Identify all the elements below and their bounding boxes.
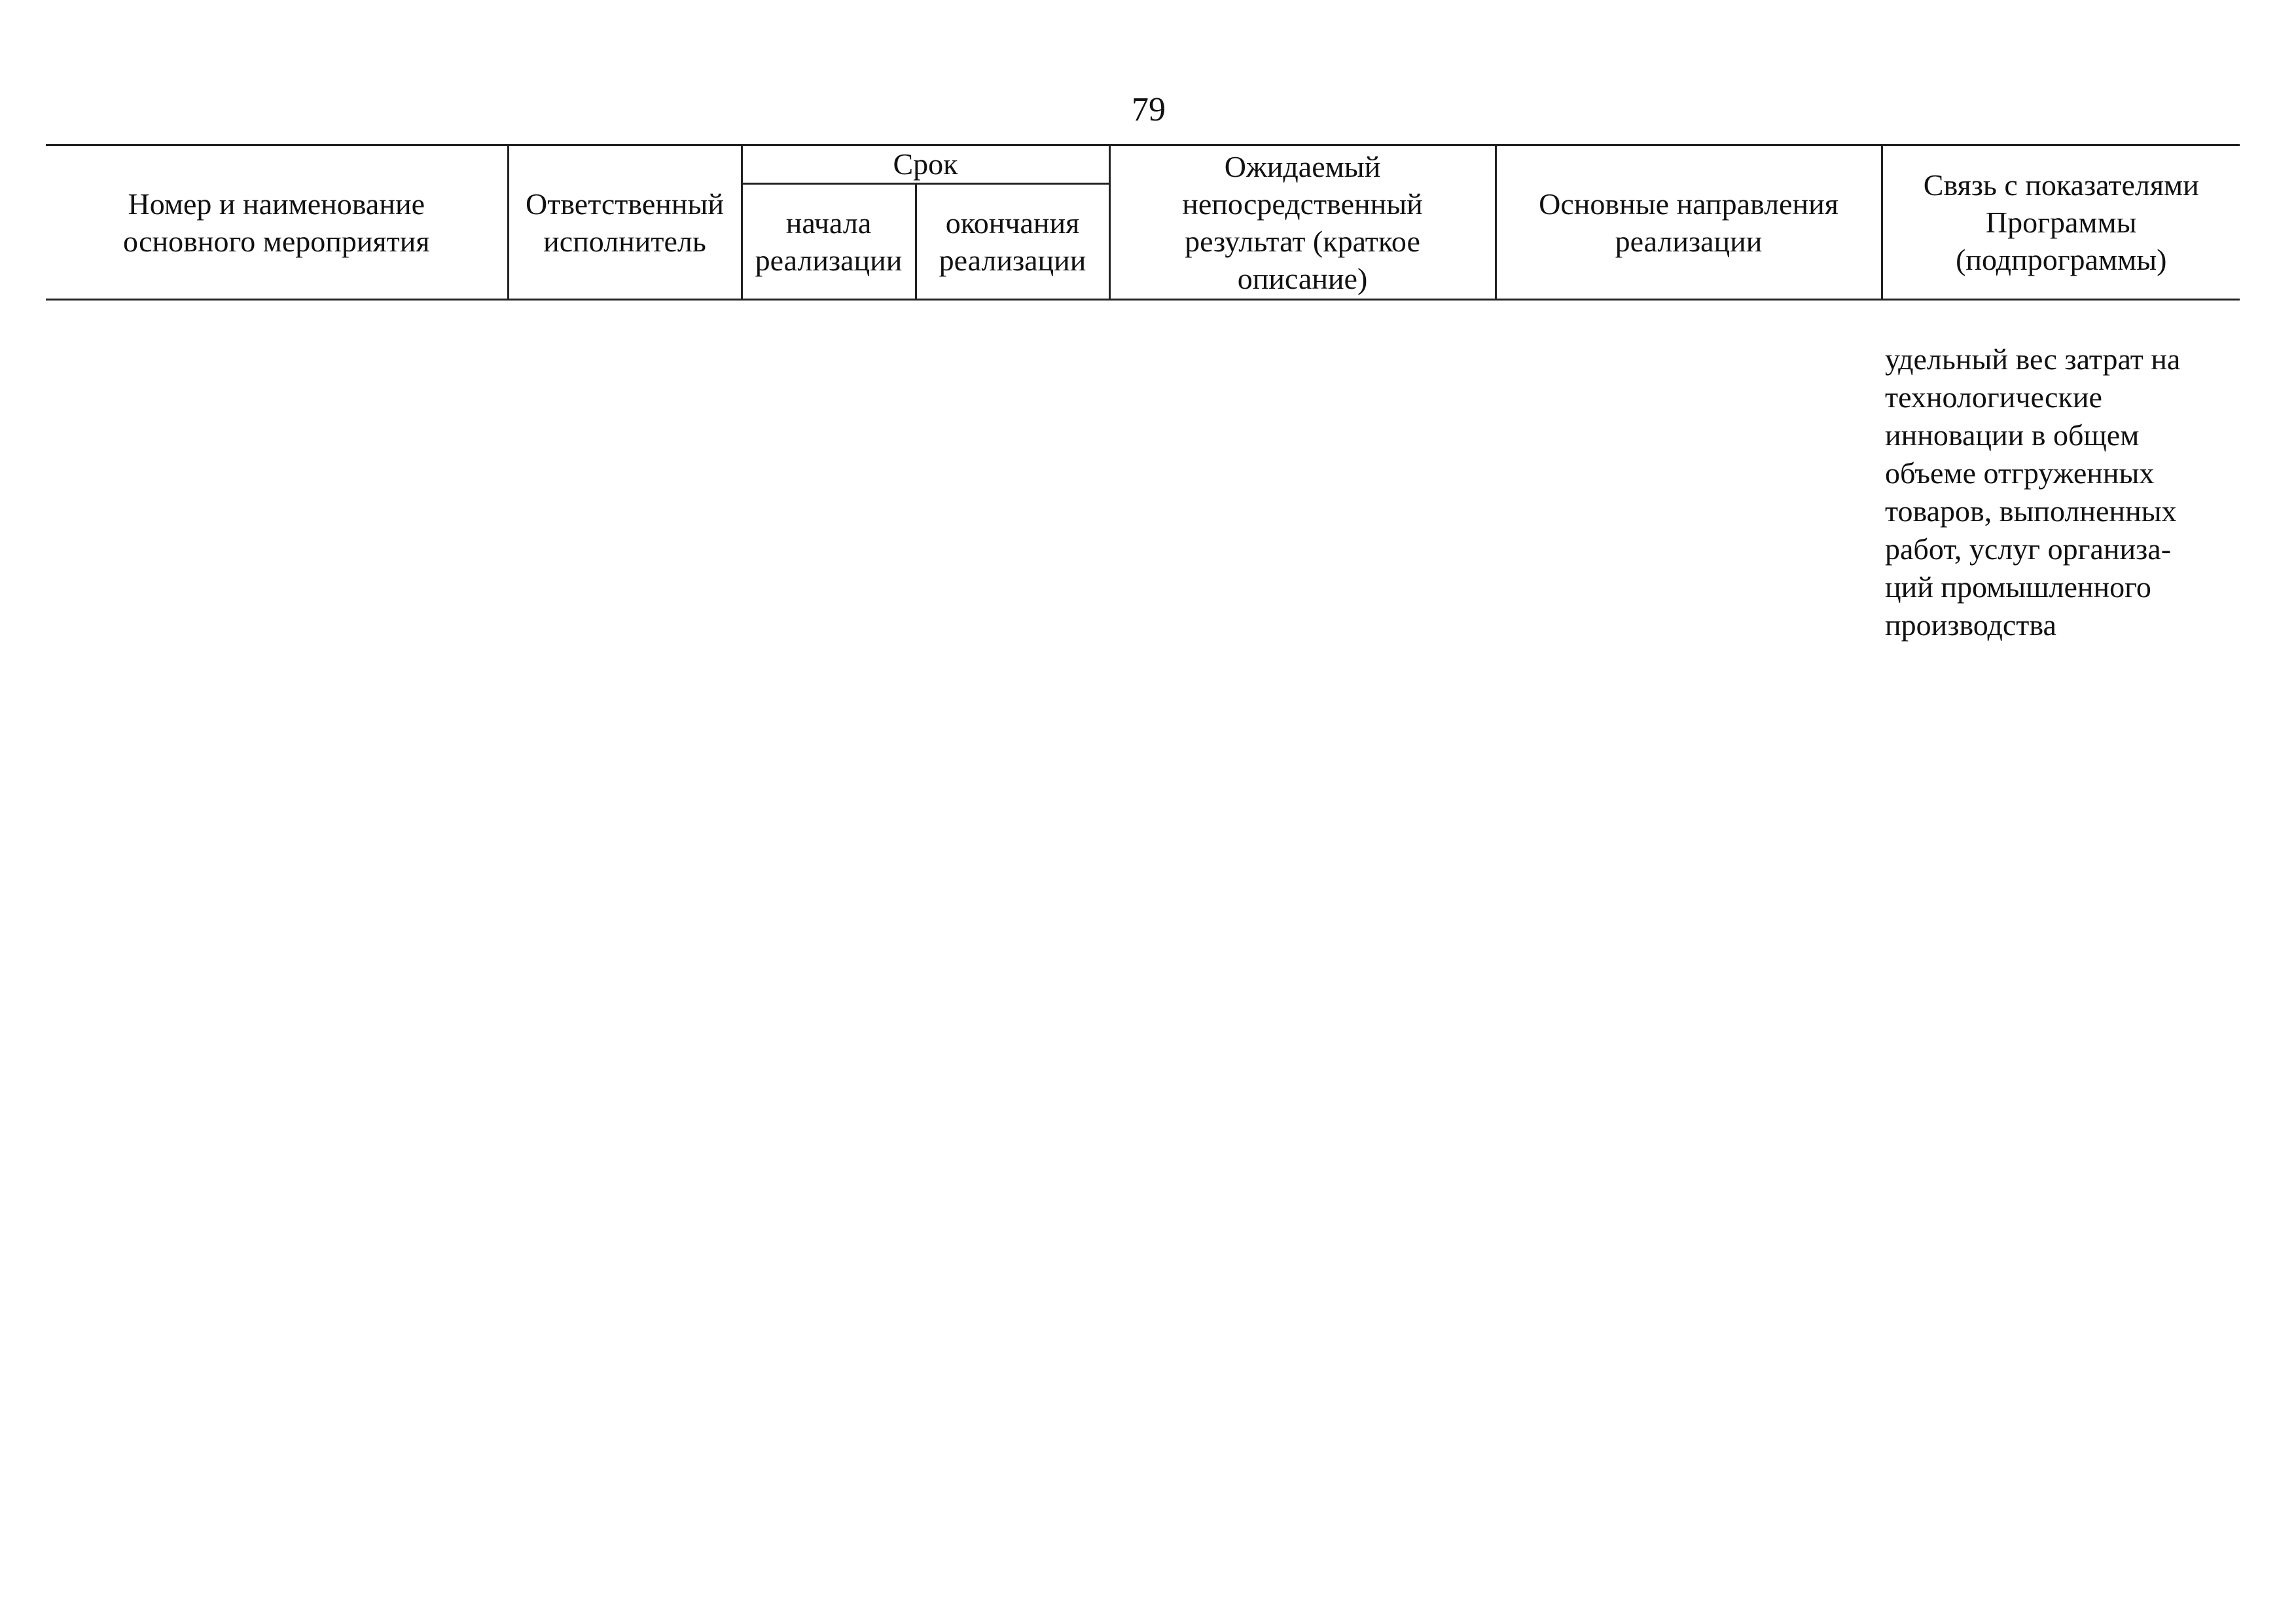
header-expected-result: Ожидаемый непосредственный результат (краткое описание) [1109,145,1496,300]
header-term: Срок [742,145,1109,184]
indicator-cell-text: удельный вес затрат на технологические инновации в общем объеме отгруженных товаров, выполненных работ, услуг организа- ций промышленного производства [1885,342,2181,642]
table-header [46,144,2240,301]
header-term-end: окончания реализации [916,184,1109,300]
header-directions: Основные направления реализации [1496,145,1882,300]
header-responsible: Ответственный исполнитель [508,145,742,300]
header-term-start: начала реализации [742,184,916,300]
header-indicators: Связь с показателями Программы (подпрограммы) [1882,145,2240,300]
page-number: 79 [1132,91,1166,128]
header-event: Номер и наименование основного мероприятия [46,145,508,300]
